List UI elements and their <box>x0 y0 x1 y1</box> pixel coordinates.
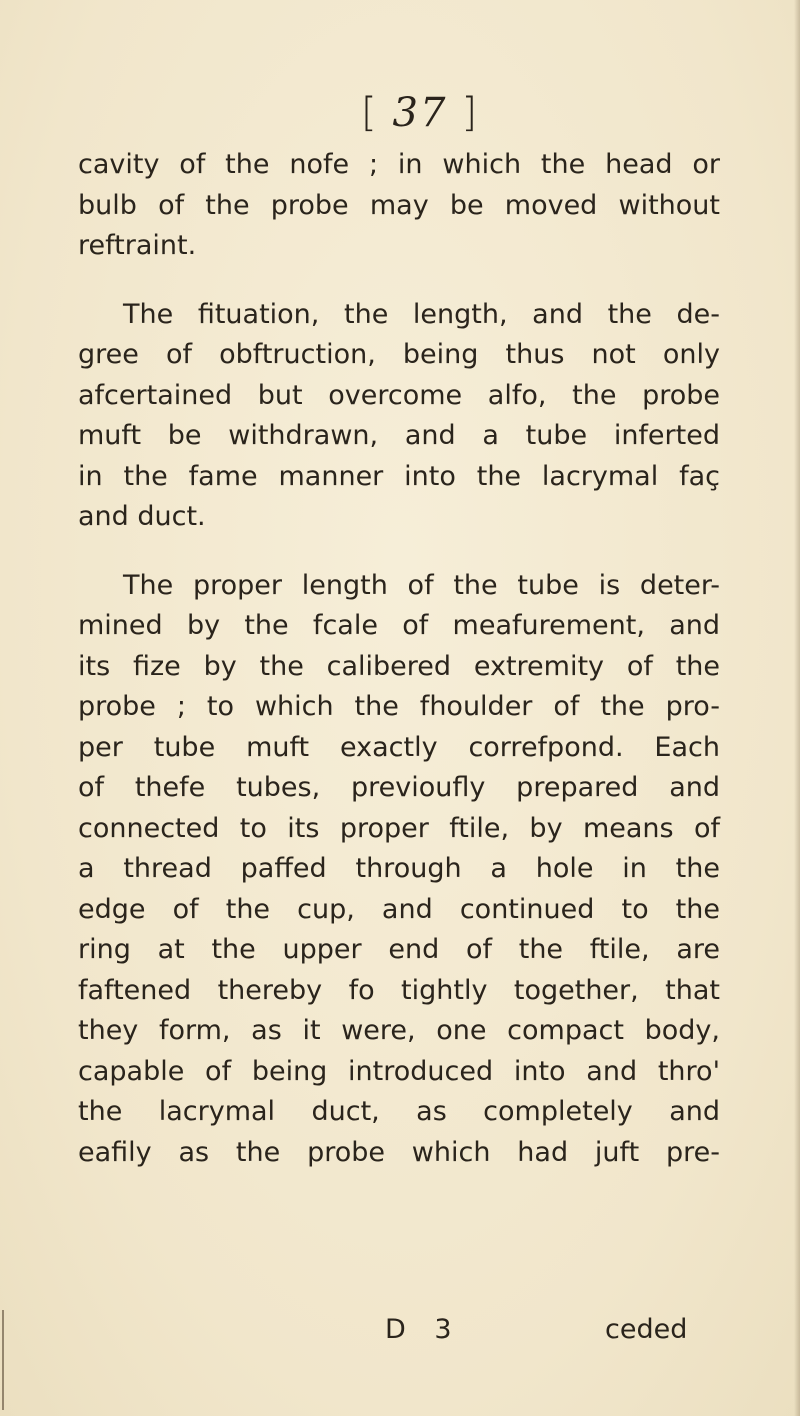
page-footer <box>0 1314 800 1354</box>
text-line: mined by the fcale of meafurement, and <box>78 610 720 641</box>
text-line: cavity of the nofe ; in which the head or <box>78 149 720 180</box>
header-right-bracket: ] <box>461 90 480 136</box>
text-line: The fituation, the length, and the de- <box>123 298 720 330</box>
text-line: The proper length of the tube is deter- <box>123 569 720 601</box>
text-line: in the fame manner into the lacrymal faç <box>78 460 720 492</box>
header-left-bracket: [ <box>360 90 379 136</box>
text-line: gree of obftruction, being thus not only <box>78 339 720 370</box>
text-line: muft be withdrawn, and a tube inferted <box>78 420 720 451</box>
page-edge-shadow <box>794 0 800 1416</box>
body-text <box>78 145 720 1173</box>
text-line: a thread paffed through a hole in the <box>78 853 720 884</box>
page-header <box>0 86 800 140</box>
page-number: 37 <box>392 90 448 136</box>
signature-mark: D 3 <box>385 1314 462 1345</box>
paragraph-gap <box>78 267 720 295</box>
text-line: connected to its proper ftile, by means of <box>78 812 720 844</box>
text-line: probe ; to which the fhoulder of the pro- <box>78 691 720 722</box>
paragraph-gap <box>78 538 720 566</box>
text-line: reftraint. <box>78 230 197 261</box>
text-line: the lacrymal duct, as completely and <box>78 1096 720 1127</box>
text-line: eafily as the probe which had juft pre- <box>78 1136 720 1168</box>
text-line: they form, as it were, one compact body, <box>78 1015 720 1046</box>
text-line: its fize by the calibered extremity of the <box>78 650 720 682</box>
text-line: edge of the cup, and continued to the <box>78 893 720 925</box>
catchword: ceded <box>605 1314 688 1345</box>
text-line: afcertained but overcome alfo, the probe <box>78 379 720 411</box>
text-line: bulb of the probe may be moved without <box>78 189 720 221</box>
text-line: capable of being introduced into and thro' <box>78 1055 720 1087</box>
text-line: and duct. <box>78 501 206 532</box>
text-line: per tube muft exactly correfpond. Each <box>78 731 720 763</box>
text-line: ring at the upper end of the ftile, are <box>78 934 720 965</box>
text-line: faftened thereby fo tightly together, that <box>78 974 720 1006</box>
text-line: of thefe tubes, previoufly prepared and <box>78 772 720 803</box>
